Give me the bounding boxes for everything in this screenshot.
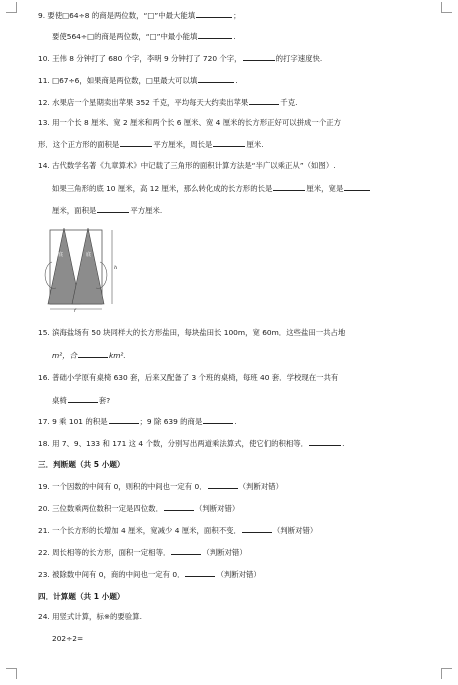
section-four-heading: 四．计算题（共 1 小题）: [38, 592, 125, 601]
answer-blank[interactable]: [242, 525, 272, 533]
question-9-line-1: 9. 要使□64÷8 的商是两位数，“□”中最大能填 ；: [38, 11, 241, 20]
answer-blank[interactable]: [171, 547, 201, 555]
question-15-line-2: m²，合 km².: [52, 351, 126, 360]
figure-right-triangle: [72, 228, 104, 304]
answer-blank[interactable]: [185, 569, 215, 577]
question-9-line-2: 要使564÷□的商是两位数，“□”中最小能填 .: [52, 32, 236, 41]
question-20: 20. 三位数乘两位数积一定是四位数． （判断对错）: [38, 504, 240, 513]
triangle-to-rectangle-figure: [42, 222, 122, 312]
answer-blank[interactable]: [164, 503, 194, 511]
question-18: 18. 用 7、9、133 和 171 这 4 个数，分别写出两道乘法算式，使它们的积相等． .: [38, 439, 345, 448]
question-14-line-3: 厘米，面积是 平方厘米.: [52, 206, 163, 215]
question-13-line-2: 形．这个正方形的面积是 平方厘米，周长是 厘米.: [38, 140, 264, 149]
question-15-line-1: 15. 滨海盐场有 50 块同样大的长方形盐田，每块盐田长 100m，宽 60m．这些盐田一共占地: [38, 328, 346, 337]
answer-blank[interactable]: [273, 183, 305, 191]
question-22: 22. 周长相等的长方形，面积一定相等． （判断对错）: [38, 548, 247, 557]
answer-blank[interactable]: [198, 31, 232, 39]
crop-mark-bottom-left: [6, 668, 17, 679]
answer-blank[interactable]: [198, 75, 234, 83]
question-14-line-2: 如果三角形的底 10 厘米，高 12 厘米，那么转化成的长方形的长是 厘米，宽是: [52, 183, 371, 193]
figure-label-h: h: [114, 265, 118, 271]
answer-blank[interactable]: [309, 438, 341, 446]
question-10: 10. 王伟 8 分钟打了 680 个字，李明 9 分钟打了 720 个字， 的打字速度快.: [38, 54, 323, 63]
question-19: 19. 一个因数的中间有 0，则积的中间也一定有 0． （判断对错）: [38, 482, 283, 491]
question-17: 17. 9 乘 101 的积是 ；9 除 639 的商是 .: [38, 417, 237, 426]
question-13-line-1: 13. 用一个长 8 厘米、宽 2 厘米和两个长 6 厘米、宽 4 厘米的长方形正好可以拼成一个正方: [38, 118, 341, 127]
answer-blank[interactable]: [243, 53, 275, 61]
figure-label-right: 底: [86, 252, 92, 258]
answer-blank[interactable]: [196, 10, 232, 18]
question-12: 12. 水果店一个星期卖出苹果 352 千克，平均每天大约卖出苹果 千克.: [38, 98, 298, 107]
question-11: 11. □67÷6，如果商是两位数，□里最大可以填 .: [38, 76, 238, 85]
question-21: 21. 一个长方形的长增加 4 厘米，宽减少 4 厘米，面积不变． （判断对错）: [38, 526, 318, 535]
answer-blank[interactable]: [109, 416, 139, 424]
answer-blank[interactable]: [97, 205, 129, 213]
crop-mark-bottom-right: [441, 668, 452, 679]
crop-mark-top-right: [441, 2, 452, 13]
answer-blank[interactable]: [120, 139, 152, 147]
figure-label-left: 底: [58, 252, 64, 258]
crop-mark-top-left: [6, 2, 17, 13]
section-three-heading: 三．判断题（共 5 小题）: [38, 460, 125, 469]
question-24: 24. 用竖式计算，标※的要验算.: [38, 612, 142, 621]
question-24-item-1: 202÷2=: [52, 634, 84, 643]
question-14-line-1: 14. 古代数学名著《九章算术》中记载了三角形的面积计算方法是“半广以乘正从”（如图）.: [38, 161, 336, 170]
answer-blank[interactable]: [78, 350, 108, 358]
question-16-line-1: 16. 普础小学原有桌椅 630 套，后来又配备了 3 个班的桌椅，每班 40 套．学校现在一共有: [38, 373, 339, 382]
answer-blank[interactable]: [249, 97, 279, 105]
answer-blank[interactable]: [203, 416, 233, 424]
question-16-line-2: 桌椅 套?: [52, 396, 111, 405]
figure-label-bottom: f: [74, 309, 76, 312]
answer-blank[interactable]: [208, 481, 238, 489]
answer-blank[interactable]: [344, 183, 370, 191]
question-23: 23. 被除数中间有 0，商的中间也一定有 0． （判断对错）: [38, 570, 261, 579]
answer-blank[interactable]: [68, 395, 98, 403]
answer-blank[interactable]: [213, 139, 245, 147]
